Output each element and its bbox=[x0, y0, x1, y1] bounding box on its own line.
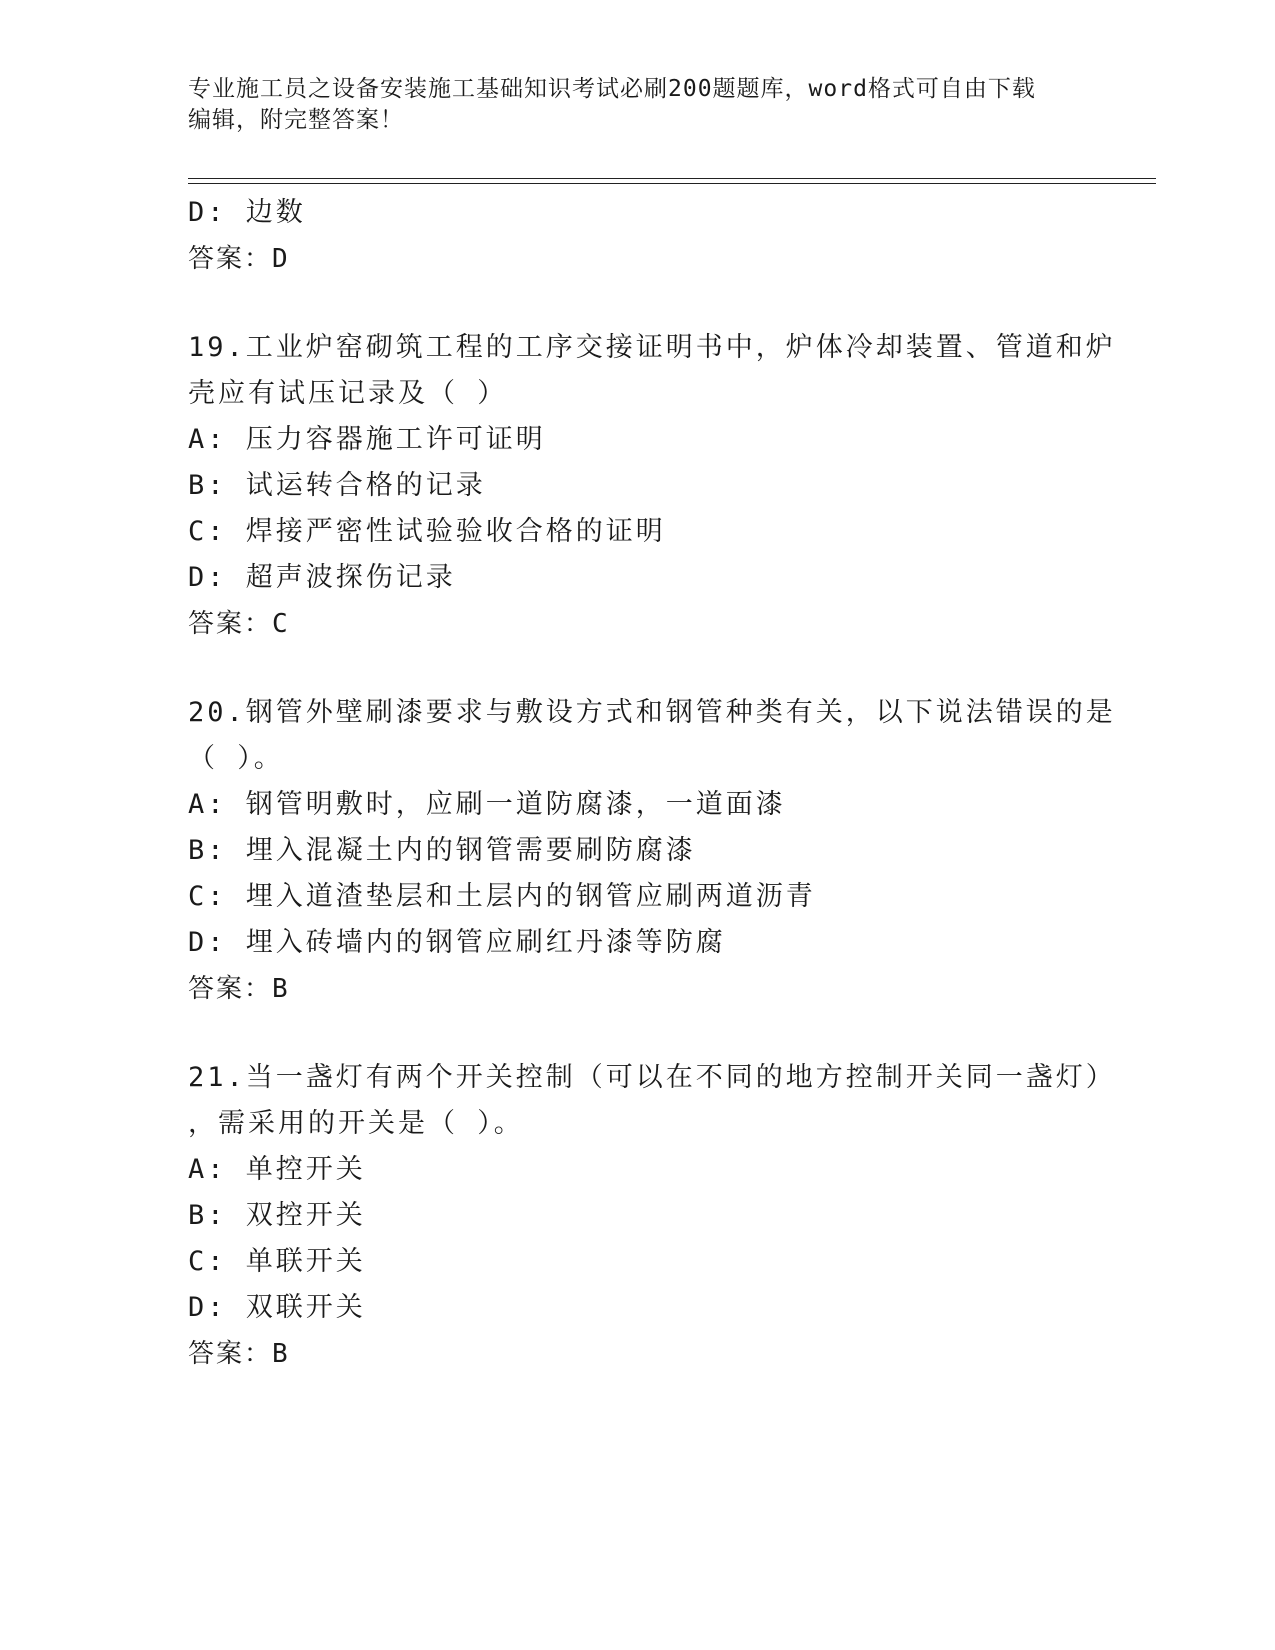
option-d: D: 超声波探伤记录 bbox=[188, 562, 456, 593]
option-d: D: 双联开关 bbox=[188, 1292, 366, 1323]
option-d: D: 边数 bbox=[188, 197, 306, 228]
answer-label: 答案： bbox=[188, 244, 273, 274]
option-a: A: 钢管明敷时，应刷一道防腐漆，一道面漆 bbox=[188, 789, 786, 820]
document-header bbox=[188, 74, 1068, 136]
option-a: A: 压力容器施工许可证明 bbox=[188, 424, 546, 455]
option-b: B: 埋入混凝土内的钢管需要刷防腐漆 bbox=[188, 835, 696, 866]
header-rule-bottom bbox=[188, 183, 1156, 184]
question-21 bbox=[188, 1055, 1116, 1377]
answer-line bbox=[188, 601, 1088, 647]
option-c: C: 焊接严密性试验验收合格的证明 bbox=[188, 516, 666, 547]
question-stem-line-1: 19.工业炉窑砌筑工程的工序交接证明书中，炉体冷却装置、管道和炉 bbox=[188, 332, 1116, 363]
answer-value: B bbox=[272, 1339, 290, 1369]
option-d: D: 埋入砖墙内的钢管应刷红丹漆等防腐 bbox=[188, 927, 726, 958]
question-19 bbox=[188, 325, 1116, 647]
answer-value: C bbox=[272, 609, 290, 639]
answer-line bbox=[188, 1331, 1088, 1377]
question-stem-line-2: ，需采用的开关是（ ）。 bbox=[188, 1108, 524, 1139]
question-list bbox=[188, 190, 1116, 1377]
answer-line bbox=[188, 236, 1088, 282]
option-c: C: 埋入道渣垫层和土层内的钢管应刷两道沥青 bbox=[188, 881, 816, 912]
option-a: A: 单控开关 bbox=[188, 1154, 366, 1185]
header-line-1: 专业施工员之设备安装施工基础知识考试必刷200题题库，word格式可自由下载 bbox=[188, 76, 1036, 102]
header-line-2: 编辑，附完整答案！ bbox=[188, 107, 404, 133]
option-b: B: 双控开关 bbox=[188, 1200, 366, 1231]
question-stem-line-2: （ ）。 bbox=[188, 743, 284, 774]
answer-value: D bbox=[272, 244, 290, 274]
option-b: B: 试运转合格的记录 bbox=[188, 470, 486, 501]
question-stem-line-1: 20.钢管外壁刷漆要求与敷设方式和钢管种类有关，以下说法错误的是 bbox=[188, 697, 1116, 728]
question-20 bbox=[188, 690, 1116, 1012]
question-stem-line-2: 壳应有试压记录及（ ） bbox=[188, 378, 508, 409]
answer-value: B bbox=[272, 974, 290, 1004]
answer-line bbox=[188, 966, 1088, 1012]
header-rule-top bbox=[188, 178, 1156, 179]
answer-label: 答案： bbox=[188, 974, 273, 1004]
question-stem-line-1: 21.当一盏灯有两个开关控制（可以在不同的地方控制开关同一盏灯） bbox=[188, 1062, 1116, 1093]
question-18-tail bbox=[188, 190, 1088, 282]
answer-label: 答案： bbox=[188, 609, 273, 639]
answer-label: 答案： bbox=[188, 1339, 273, 1369]
option-c: C: 单联开关 bbox=[188, 1246, 366, 1277]
